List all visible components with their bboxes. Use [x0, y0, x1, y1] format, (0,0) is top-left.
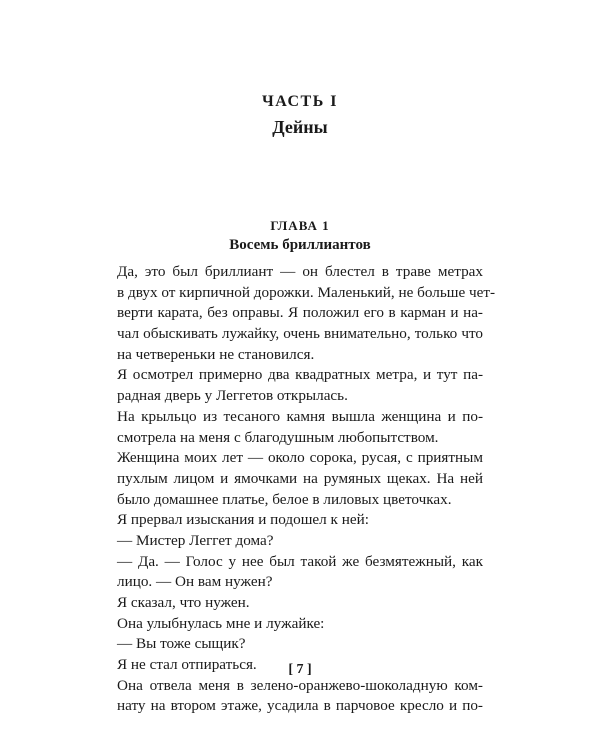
text-line: Женщина моих лет — около сорока, русая, с приятным [117, 449, 483, 467]
text-line: Да, это был бриллиант — он блестел в траве метрах [117, 263, 483, 280]
text-line: Я сказал, что нужен. [117, 594, 250, 611]
text-line: смотрела на меня с благодушным любопытством. [117, 428, 439, 446]
text-line: Она улыбнулась мне и лужайке: [117, 614, 325, 632]
text-line: — Да. — Голос у нее был такой же безмятежный, как [117, 552, 483, 570]
part-label: ЧАСТЬ I [261, 93, 339, 110]
text-line: — Вы тоже сыщик? [117, 635, 246, 653]
text-line: Я осмотрел примерно два квадратных метра, и тут па- [117, 366, 483, 384]
text-line: верти карата, без оправы. Я положил его в карман и на- [117, 304, 483, 322]
part-title: Дейны [272, 117, 328, 137]
text-line: Она отвела меня в зелено-оранжево-шоколадную ком- [117, 676, 483, 694]
chapter-body-text [117, 262, 496, 717]
text-line: Я не стал отпираться. [117, 656, 257, 674]
chapter-title: Восемь бриллиантов [229, 237, 371, 253]
text-line: радная дверь у Леггетов открылась. [117, 387, 348, 405]
text-line: лицо. — Он вам нужен? [117, 573, 273, 591]
text-line: пухлым лицом и ямочками на румяных щеках. На ней [117, 469, 483, 487]
page-number: [ 7 ] [288, 662, 312, 677]
text-line: чал обыскивать лужайку, очень внимательно, только что [117, 325, 483, 343]
chapter-label: ГЛАВА 1 [270, 218, 330, 233]
text-line: — Мистер Леггет дома? [117, 531, 274, 549]
text-line: на четвереньки не становился. [117, 345, 315, 363]
text-line: в двух от кирпичной дорожки. Маленький, не больше чет- [117, 283, 496, 301]
text-line: Я прервал изыскания и подошел к ней: [117, 511, 369, 529]
text-line: нату на втором этаже, усадила в парчовое кресло и по- [117, 697, 483, 715]
text-line: На крыльцо из тесаного камня вышла женщина и по- [117, 407, 483, 425]
text-line: было домашнее платье, белое в лиловых цветочках. [117, 490, 452, 508]
